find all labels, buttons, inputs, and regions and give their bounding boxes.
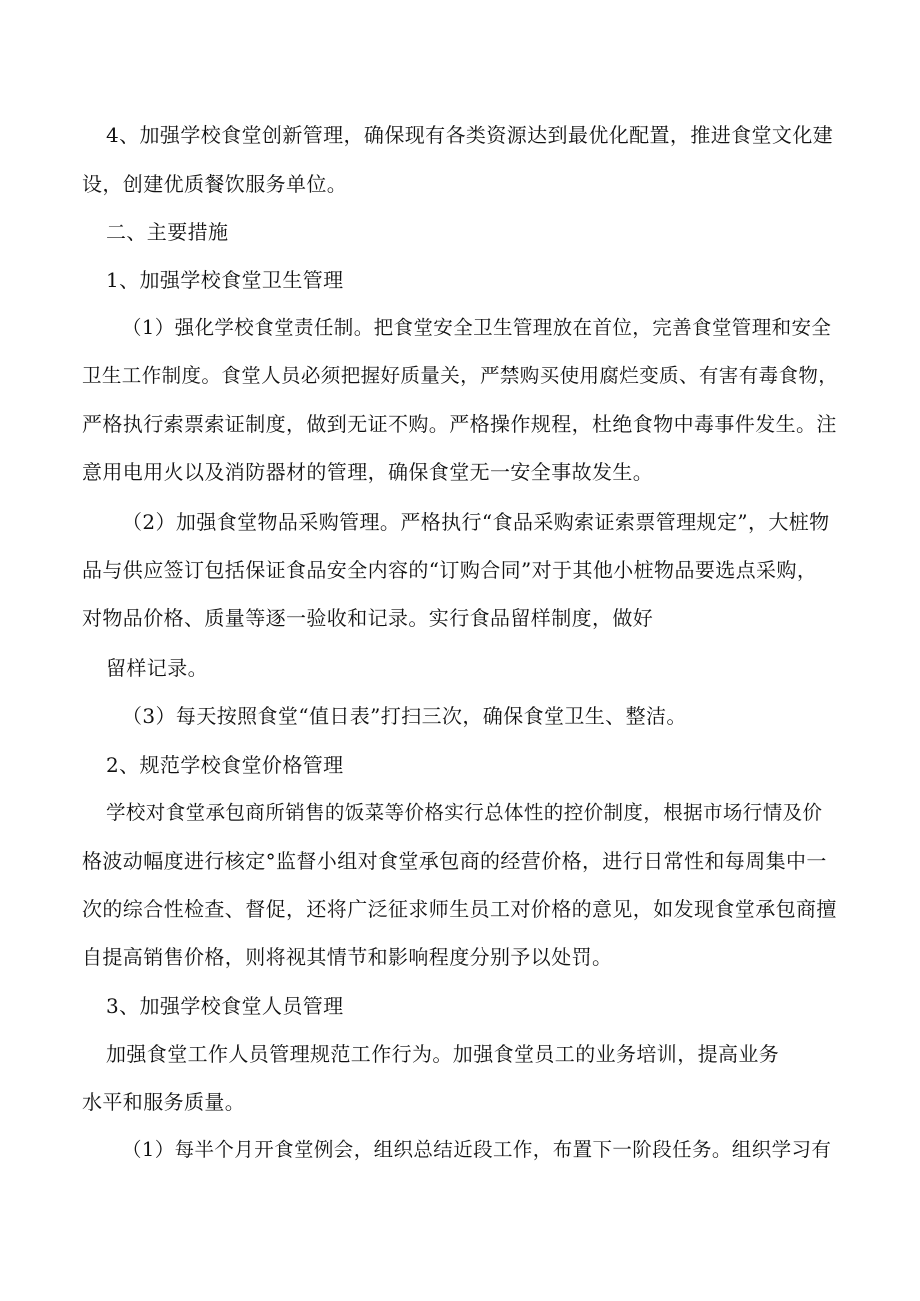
- paragraph-line: （2）加强食堂物品采购管理。严格执行“食品采购索证索票管理规定”，大桩物: [122, 510, 830, 534]
- paragraph-line: 水平和服务质量。: [82, 1090, 246, 1114]
- paragraph-line: （1）每半个月开食堂例会，组织总结近段工作，布置下一阶段任务。组织学习有: [122, 1138, 832, 1161]
- paragraph-line: 格波动幅度进行核定°监督小组对食堂承包商的经营价格，进行日常性和每周集中一: [82, 849, 827, 873]
- paragraph-line: 严格执行索票索证制度，做到无证不购。严格操作规程，杜绝食物中毒事件发生。注: [82, 412, 837, 436]
- paragraph-line: 留样记录。: [106, 656, 208, 680]
- paragraph-line: 卫生工作制度。食堂人员必须把握好质量关，严禁购买使用腐烂变质、有害有毒食物，: [82, 364, 839, 387]
- paragraph-line: 设，创建优质餐饮服务单位。: [82, 172, 348, 196]
- paragraph-line: 次的综合性检查、督促，还将广泛征求师生员工对价格的意见，如发现食堂承包商擅: [82, 897, 837, 921]
- subsection-heading: 2、规范学校食堂价格管理: [106, 753, 344, 777]
- paragraph-line: （1）强化学校食堂责任制。把食堂安全卫生管理放在首位，完善食堂管理和安全: [122, 316, 832, 339]
- paragraph-line: （3）每天按照食堂“值日表”打扫三次，确保食堂卫生、整洁。: [122, 704, 687, 728]
- paragraph-line: 意用电用火以及消防器材的管理，确保食堂无一安全事故发生。: [82, 460, 654, 484]
- paragraph-line: 品与供应签订包括保证食品安全内容的“订购合同”对于其他小桩物品要选点采购，: [82, 558, 818, 582]
- paragraph-line: 学校对食堂承包商所销售的饭菜等价格实行总体性的控价制度，根据市场行情及价: [106, 801, 823, 824]
- paragraph-line: 对物品价格、质量等逐一验收和记录。实行食品留样制度，做好: [82, 606, 654, 630]
- paragraph-line: 4、加强学校食堂创新管理，确保现有各类资源达到最优化配置，推进食堂文化建: [106, 123, 834, 147]
- paragraph-line: 自提高销售价格，则将视其情节和影响程度分别予以处罚。: [82, 945, 613, 969]
- section-heading: 二、主要措施: [106, 220, 229, 244]
- subsection-heading: 1、加强学校食堂卫生管理: [106, 268, 344, 292]
- subsection-heading: 3、加强学校食堂人员管理: [106, 994, 344, 1018]
- paragraph-line: 加强食堂工作人员管理规范工作行为。加强食堂员工的业务培训，提高业务: [106, 1042, 780, 1066]
